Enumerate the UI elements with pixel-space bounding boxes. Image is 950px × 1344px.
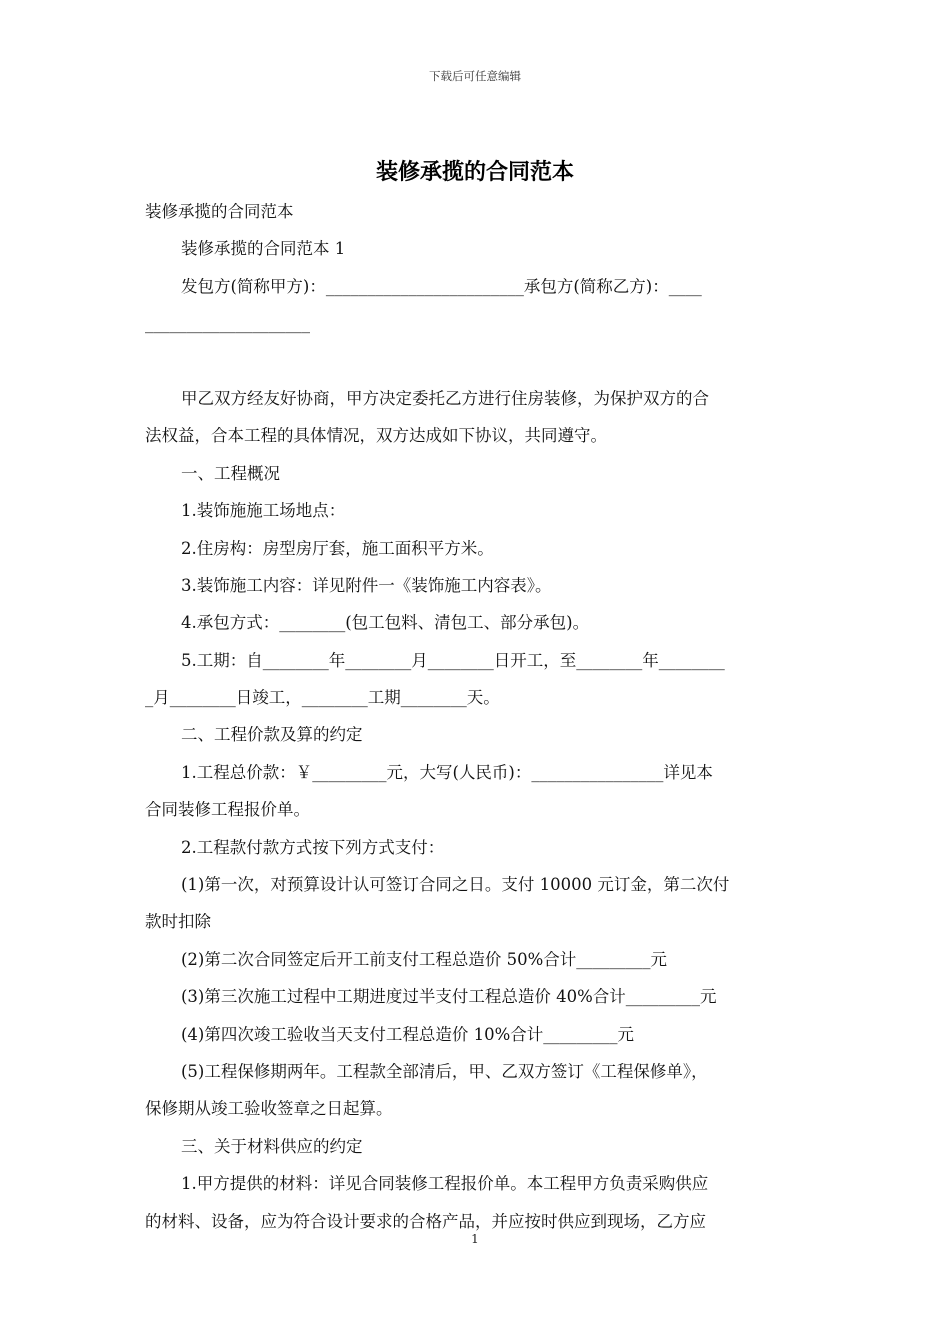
payment-item: (1)第一次，对预算设计认可签订合同之日。支付 10000 元订金，第二次付 [181,875,730,895]
document-body [145,193,807,1240]
document-title: 装修承揽的合同范本 [375,160,574,185]
clause-item-continued: 的材料、设备，应为符合设计要求的合格产品，并应按时供应到现场，乙方应 [145,1211,706,1231]
clause-item: 4.承包方式：________(包工包料、清包工、部分承包)。 [181,613,590,633]
payment-item-continued: 保修期从竣工验收签章之日起算。 [145,1099,393,1119]
paragraph-line: 甲乙双方经友好协商，甲方决定委托乙方进行住房装修，为保护双方的合 [181,388,709,408]
clause-heading: 二、工程价款及算的约定 [181,725,363,745]
clause-heading: 三、关于材料供应的约定 [181,1136,363,1156]
page-header-note: 下载后可任意编辑 [429,69,521,83]
clause-item: 1.甲方提供的材料：详见合同装修工程报价单。本工程甲方负责采购供应 [181,1174,709,1194]
clause-heading: 一、工程概况 [181,463,280,483]
blank-line [145,343,807,380]
clause-item-continued: 合同装修工程报价单。 [145,800,310,820]
parties-line: 发包方(简称甲方)：________________________承包方(简称乙方)：____ [181,276,702,296]
payment-item: (2)第二次合同签定后开工前支付工程总造价 50%合计_________元 [181,949,668,969]
payment-item: (4)第四次竣工验收当天支付工程总造价 10%合计_________元 [181,1024,635,1044]
clause-item: 3.装饰施工内容：详见附件一《装饰施工内容表》。 [181,575,552,595]
payment-item-continued: 款时扣除 [145,912,211,932]
section-heading: 装修承揽的合同范本 1 [181,239,346,259]
payment-item: (5)工程保修期两年。工程款全部清后，甲、乙双方签订《工程保修单》， [181,1061,708,1081]
clause-item: 2.工程款付款方式按下列方式支付： [181,837,445,857]
clause-item: 2.住房构：房型房厅套，施工面积平方米。 [181,538,494,558]
clause-item: 1.装饰施施工场地点： [181,501,346,521]
clause-item-continued: _月________日竣工，________工期________天。 [145,688,500,708]
subtitle-line: 装修承揽的合同范本 [145,202,294,221]
page-number: 1 [471,1232,479,1246]
clause-item: 1.工程总价款：￥_________元，大写(人民币)：________________详见本 [181,762,713,782]
payment-item: (3)第三次施工过程中工期进度过半支付工程总造价 40%合计_________元 [181,987,717,1007]
parties-line-continued: ____________________ [145,314,310,334]
clause-item: 5.工期：自________年________月________日开工，至________年________ [181,650,725,670]
paragraph-line: 法权益，合本工程的具体情况，双方达成如下协议，共同遵守。 [145,426,607,446]
